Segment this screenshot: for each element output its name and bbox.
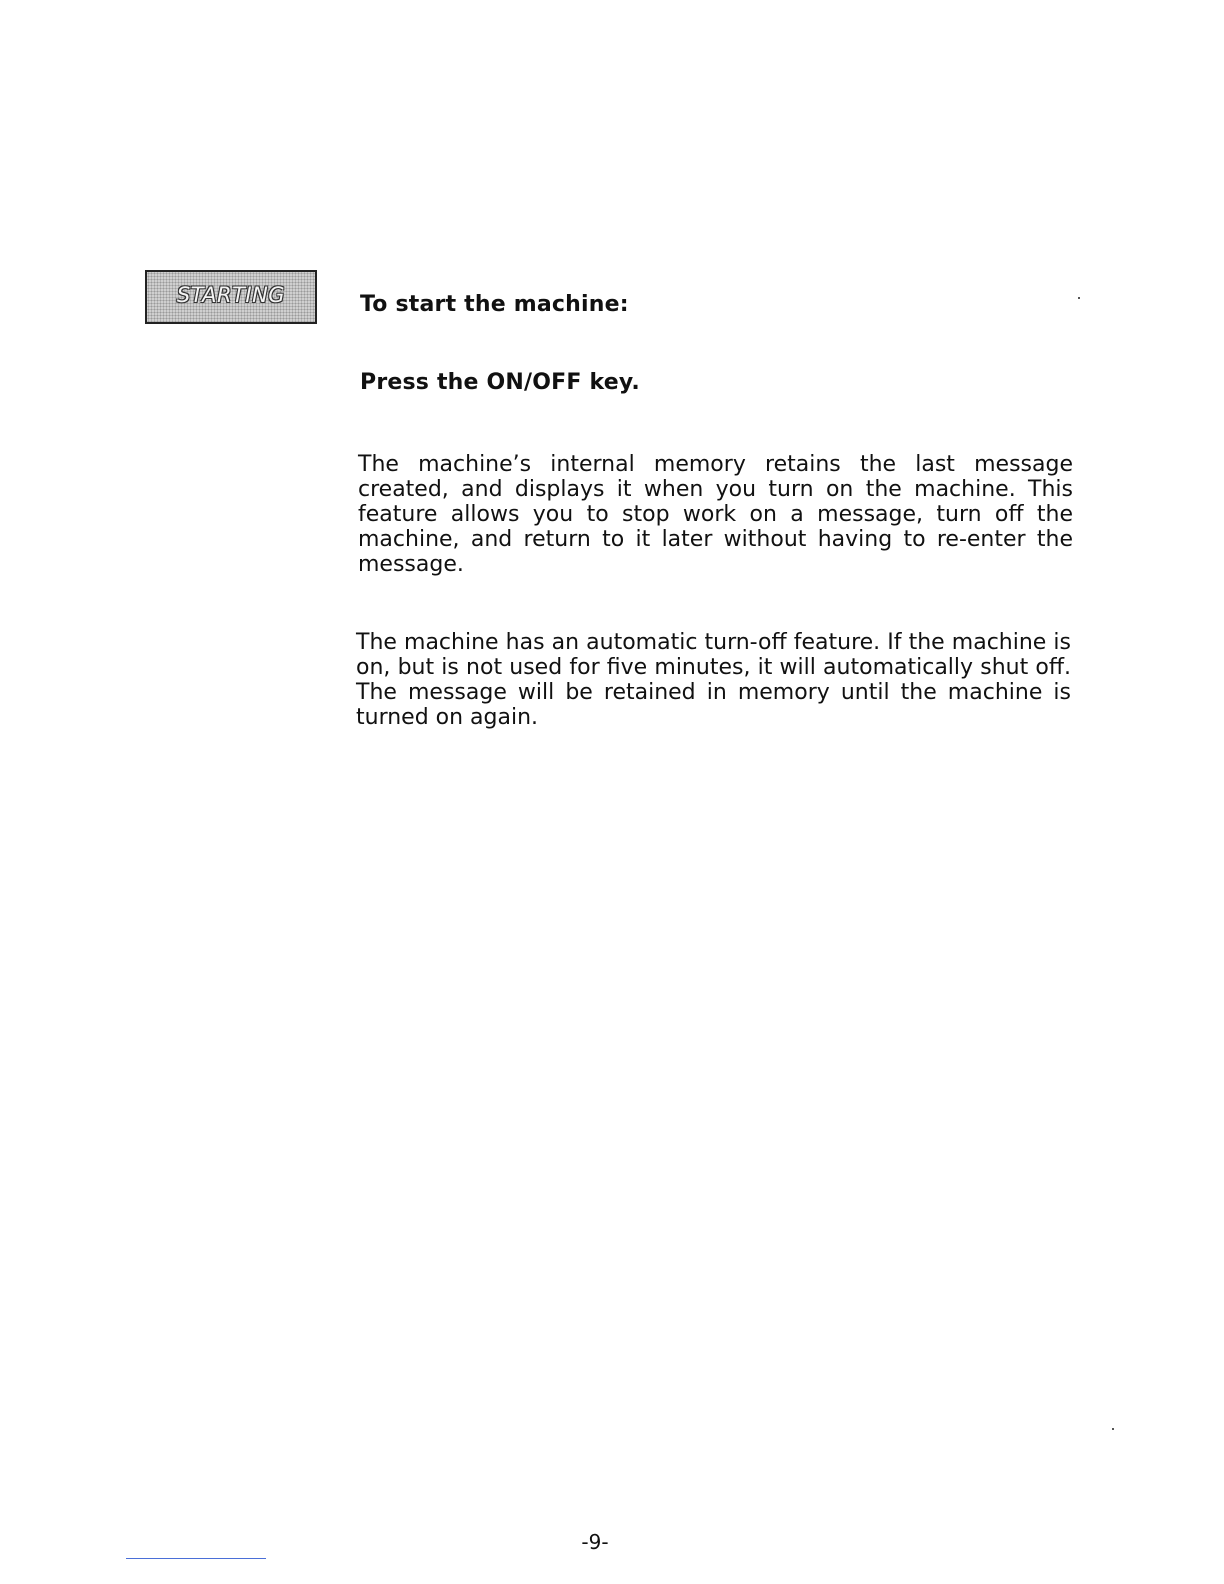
scan-speck [1112, 1428, 1114, 1430]
instruction-step: Press the ON/OFF key. [360, 370, 640, 395]
scan-underline [126, 1558, 266, 1559]
auto-off-paragraph: The machine has an automatic turn-off feature. If the machine is on, but is not used for five minutes, it will automatically shut off. The message will be retained in memory until the machine is turned on again. [356, 630, 1071, 730]
procedure-heading: To start the machine: [360, 292, 629, 317]
section-label: STARTING [176, 283, 286, 307]
section-label-box [145, 270, 317, 324]
memory-paragraph: The machine’s internal memory retains the last message created, and displays it when you turn on the machine. This feature allows you to stop work on a message, turn off the machine, and return to it later without having to re-enter the message. [358, 452, 1073, 577]
scan-speck [1078, 297, 1080, 299]
page-number: -9- [581, 1530, 609, 1554]
